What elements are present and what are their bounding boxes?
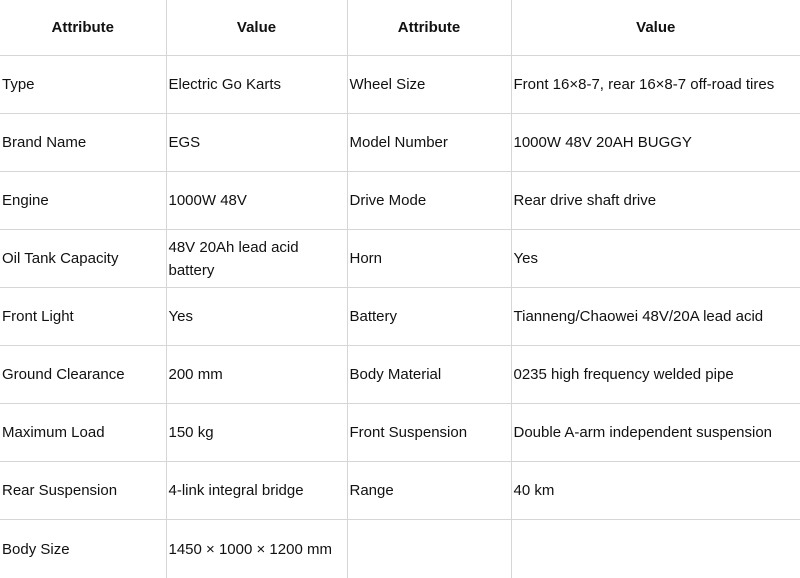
attribute-cell: Model Number: [347, 114, 511, 172]
attribute-cell: Ground Clearance: [0, 346, 166, 404]
attribute-cell: Battery: [347, 288, 511, 346]
table-row: [0, 172, 800, 230]
value-cell: 0235 high frequency welded pipe: [511, 346, 800, 404]
value-cell: Double A-arm independent suspension: [511, 404, 800, 462]
table-header-row: [0, 0, 800, 56]
value-cell: 150 kg: [166, 404, 347, 462]
table-row: [0, 114, 800, 172]
attribute-cell: Drive Mode: [347, 172, 511, 230]
value-cell: Front 16×8-7, rear 16×8-7 off-road tires: [511, 56, 800, 114]
value-cell: 1450 × 1000 × 1200 mm: [166, 520, 347, 578]
attribute-cell: Range: [347, 462, 511, 520]
value-cell: Tianneng/Chaowei 48V/20A lead acid: [511, 288, 800, 346]
value-cell: EGS: [166, 114, 347, 172]
attribute-cell: Horn: [347, 230, 511, 288]
value-cell: 1000W 48V 20AH BUGGY: [511, 114, 800, 172]
header-value: Value: [166, 0, 347, 56]
table-row: [0, 56, 800, 114]
attribute-cell: Oil Tank Capacity: [0, 230, 166, 288]
value-cell: 4-link integral bridge: [166, 462, 347, 520]
table-row: [0, 230, 800, 288]
header-attribute: Attribute: [347, 0, 511, 56]
attribute-cell: Maximum Load: [0, 404, 166, 462]
value-cell: Yes: [511, 230, 800, 288]
value-cell: [511, 520, 800, 578]
table-row: [0, 288, 800, 346]
value-cell: Electric Go Karts: [166, 56, 347, 114]
attribute-cell: Body Material: [347, 346, 511, 404]
value-cell: Rear drive shaft drive: [511, 172, 800, 230]
header-attribute: Attribute: [0, 0, 166, 56]
attribute-cell: [347, 520, 511, 578]
value-cell: 200 mm: [166, 346, 347, 404]
attribute-cell: Front Light: [0, 288, 166, 346]
table-row: [0, 520, 800, 578]
header-value: Value: [511, 0, 800, 56]
table-row: [0, 404, 800, 462]
table-row: [0, 462, 800, 520]
attribute-cell: Type: [0, 56, 166, 114]
attribute-cell: Front Suspension: [347, 404, 511, 462]
value-cell: Yes: [166, 288, 347, 346]
attribute-cell: Brand Name: [0, 114, 166, 172]
value-cell: 1000W 48V: [166, 172, 347, 230]
attribute-cell: Wheel Size: [347, 56, 511, 114]
attribute-cell: Engine: [0, 172, 166, 230]
attribute-cell: Rear Suspension: [0, 462, 166, 520]
table-row: [0, 346, 800, 404]
value-cell: 40 km: [511, 462, 800, 520]
value-cell: 48V 20Ah lead acid battery: [166, 230, 347, 288]
attribute-cell: Body Size: [0, 520, 166, 578]
